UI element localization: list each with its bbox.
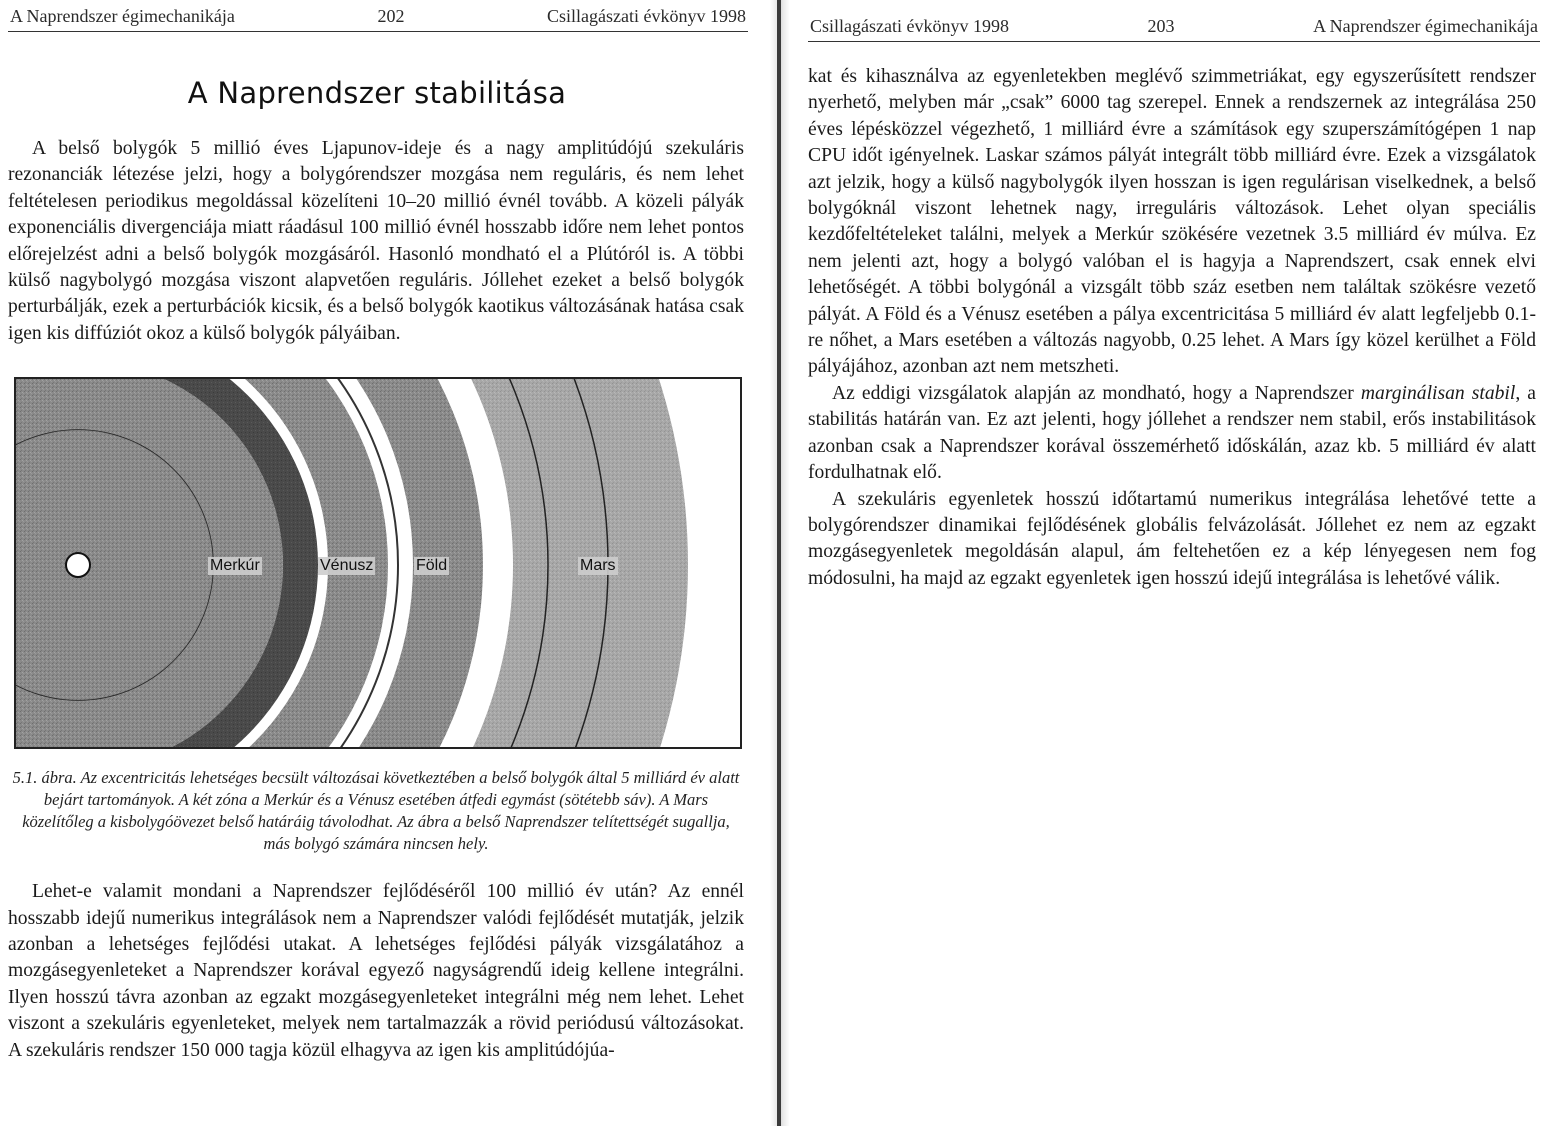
right-paragraph-3: A szekuláris egyenletek hosszú időtartamú numerikus integrálása lehetővé tette a bolygórendszer dinamikai fejlődésének globális felvázolását. Jóllehet ez nem az egzakt mozgásegyenletek megoldásán alapul, ám feltehetően ez a kép lényegesen nem fog módosulni, ha majd az egzakt egyenletek igen hosszú idejű integrálása is lehetővé válik.	[808, 488, 1536, 589]
label-venus: Vénusz	[320, 557, 374, 575]
right-paragraph-2-end: , a stabilitás határán van. Ez azt jelenti, hogy jóllehet a rendszer nem stabil, erős instabilitások azonban csak a Naprendszer korával összemérhető időskálán, azaz kb. 5 milliárd év alatt fordulhatnak elő.	[808, 382, 1537, 484]
left-page-number: 202	[377, 6, 405, 26]
left-header-book: Csillagászati évkönyv 1998	[547, 6, 746, 26]
right-running-head	[808, 10, 1540, 42]
left-paragraph-2: Lehet-e valamit mondani a Naprendszer fejlődéséről 100 millió év után? Az ennél hosszabb idejű numerikus integrálások nem a Naprendszer valódi fejlődését mutatják, jelzik azonban a lehetséges fejlődési utakat. A lehetséges fejlődési pályák vizsgálatához a mozgásegyenleteket a Naprendszer korával egyező nagyságrendű ideig kellene integrálni. Ilyen hosszú távra azonban az egzakt mozgásegyenleteket integrálni még nem lehet. Lehet viszont a szekuláris egyenleteket, melyek nem tartalmazzák a rövid periódusú változásokat. A szekuláris rendszer 150 000 tagja közül elhagyva az igen kis amplitúdójúa-	[8, 881, 744, 1061]
book-spine	[777, 0, 781, 1126]
label-mars: Mars	[580, 557, 616, 575]
orbit-zones-figure	[14, 377, 742, 749]
right-paragraph-2-emphasis: marginálisan stabil	[1360, 382, 1516, 404]
left-paragraph-1: A belső bolygók 5 millió éves Ljapunov-ideje és a nagy amplitúdójú szekuláris rezonanciák létezése jelzi, hogy a bolygórendszer mozgása nem reguláris, és nem lehet feltételesen periodikus megoldással közelíteni 10–20 millió évnél tovább. A közeli pályák exponenciális divergenciája miatt ráadásul 100 millió évnél hosszabb időre nem lehet pontos előrejelzést adni a belső bolygók mozgásáról. Hasonló mondható el a Plútóról is. A többi külső nagybolygó mozgása viszont alapvetően reguláris. Jóllehet ezeket a belső bolygók perturbálják, ezek a perturbációk kicsik, és a belső bolygók kaotikus változásának hatása csak igen kis diffúziót okoz a külső bolygók pályáiban.	[8, 138, 744, 344]
right-paragraph-2-start: Az eddigi vizsgálatok alapján az mondható, hogy a Naprendszer	[832, 382, 1361, 404]
right-header-title: A Naprendszer égimechanikája	[1313, 16, 1538, 36]
right-paragraph-1: kat és kihasználva az egyenletekben meglévő szimmetriákat, egy egyszerűsített rendszer nyerhető, melyben már „csak” 6000 tag szerepel. Ennek a rendszernek az integrálása 250 éves lépésközzel végezhető, 1 milliárd évre a számítások egy szuperszámítógépen 1 nap CPU időt igényelnek. Laskar számos pályát integrált több milliárd évre. Ezek a vizsgálatok azt jelzik, hogy a külső nagybolygók ilyen hosszan is igen regulárisan viselkednek, a belső bolygóknál viszont lehetnek nagy, irreguláris változások. Lehet olyan speciális kezdőfeltételeket találni, melyek a Merkúr szökésére vezetnek 3.5 milliárd év múlva. Ez nem jelenti azt, hogy a bolygó valóban el is hagyja a Naprendszert, csak ennek elvi lehetőségét. A többi bolygónál a vizsgált több száz esetben nem találtak szökésre vezető pályát. A Föld és a Vénusz esetében a pálya excentricitása 5 milliárd év alatt legfeljebb 0.1-re nőhet, a Mars esetében a változás nagyobb, 0.25 lehet. A Mars így közel kerülhet a Föld pályájához, azonban azt nem metszheti.	[808, 66, 1536, 378]
left-running-head	[8, 0, 748, 32]
sun-icon	[66, 553, 90, 577]
orbit-zones-diagram	[16, 379, 740, 747]
right-header-book: Csillagászati évkönyv 1998	[810, 16, 1009, 36]
right-page-number: 203	[1147, 16, 1175, 36]
right-page	[790, 0, 1553, 1126]
left-header-title: A Naprendszer égimechanikája	[10, 6, 235, 26]
chapter-title: A Naprendszer stabilitása	[187, 76, 567, 110]
left-page	[0, 0, 760, 1126]
right-paragraph-2	[808, 381, 1536, 487]
figure-caption: 5.1. ábra. Az excentricitás lehetséges becsült változásai következtében a belső bolygók által 5 milliárd év alatt bejárt tartományok. A két zóna a Merkúr és a Vénusz esetében átfedi egymást (sötétebb sáv). A Mars közelítőleg a kisbolygóövezet belső határáig távolodhat. Az ábra a belső Naprendszer telítettségét sugallja, más bolygó számára nincsen hely.	[12, 768, 740, 854]
label-earth: Föld	[416, 557, 448, 575]
label-mercury: Merkúr	[210, 557, 260, 575]
